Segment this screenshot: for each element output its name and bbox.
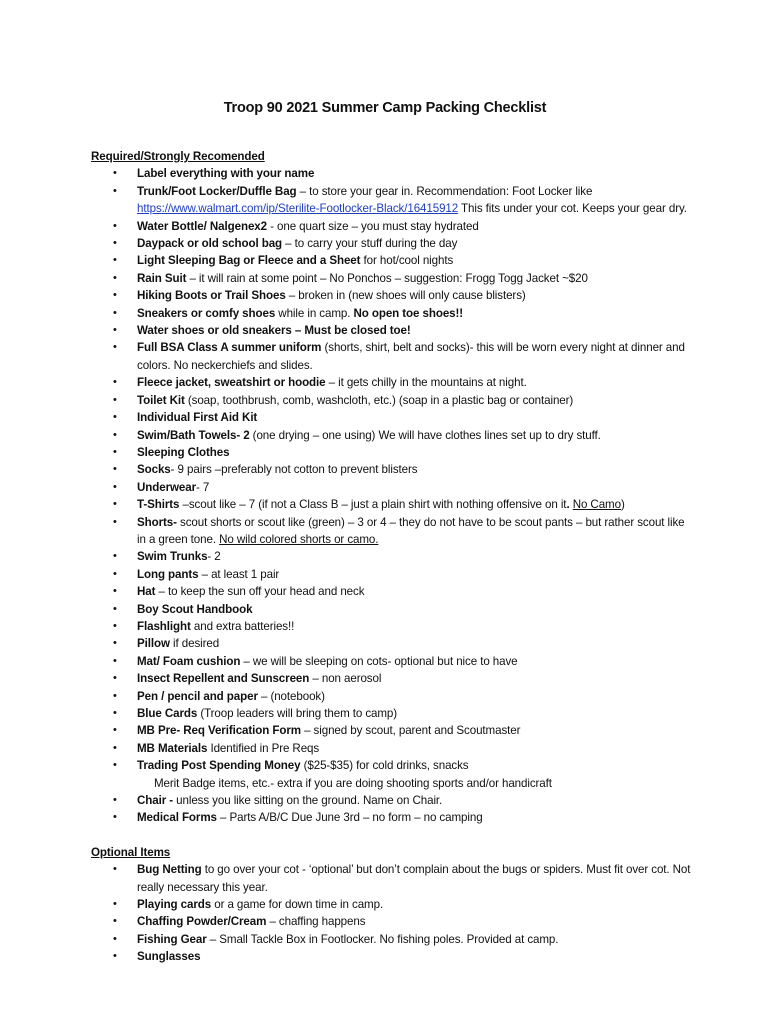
page-title: Troop 90 2021 Summer Camp Packing Checklist: [223, 100, 547, 116]
list-item: • Boy Scout Handbook: [137, 601, 691, 618]
list-item: • Sleeping Clothes: [137, 444, 691, 461]
list-item: • Mat/ Foam cushion – we will be sleeping on cots- optional but nice to have: [137, 653, 691, 670]
list-item: • T-Shirts –scout like – 7 (if not a Class B – just a plain shirt with nothing offensive on it. No Camo): [137, 496, 691, 513]
list-item: • Water Bottle/ Nalgenex2 - one quart size – you must stay hydrated: [137, 218, 691, 235]
section-spacer: [91, 827, 691, 844]
list-item: • Pen / pencil and paper – (notebook): [137, 688, 691, 705]
walmart-link[interactable]: https://www.walmart.com/ip/Sterilite-Footlocker-Black/16415912: [137, 202, 459, 216]
list-item: • Socks- 9 pairs –preferably not cotton to prevent blisters: [137, 461, 691, 478]
list-item: • Swim/Bath Towels- 2 (one drying – one using) We will have clothes lines set up to dry stuff.: [137, 427, 691, 444]
required-heading: Required/Strongly Recomended: [91, 150, 265, 163]
list-item: • Hat – to keep the sun off your head and neck: [137, 583, 691, 600]
list-item: • Chaffing Powder/Cream – chaffing happens: [137, 913, 691, 930]
list-item: • Rain Suit – it will rain at some point – No Ponchos – suggestion: Frogg Togg Jacket ~$20: [137, 270, 691, 287]
list-item: • Chair - unless you like sitting on the ground. Name on Chair.: [137, 792, 691, 809]
list-item: • Daypack or old school bag – to carry your stuff during the day: [137, 235, 691, 252]
list-item: • Playing cards or a game for down time in camp.: [137, 896, 691, 913]
list-item: • Insect Repellent and Sunscreen – non aerosol: [137, 670, 691, 687]
list-item: • Fleece jacket, sweatshirt or hoodie – it gets chilly in the mountains at night.: [137, 374, 691, 391]
required-list: [91, 165, 691, 826]
list-item: • Fishing Gear – Small Tackle Box in Footlocker. No fishing poles. Provided at camp.: [137, 931, 691, 948]
list-item: • Long pants – at least 1 pair: [137, 566, 691, 583]
optional-list: [91, 861, 691, 965]
list-item: • Medical Forms – Parts A/B/C Due June 3rd – no form – no camping: [137, 809, 691, 826]
list-item: • Blue Cards (Troop leaders will bring them to camp): [137, 705, 691, 722]
list-item: • Light Sleeping Bag or Fleece and a Sheet for hot/cool nights: [137, 252, 691, 269]
list-item: • Toilet Kit (soap, toothbrush, comb, washcloth, etc.) (soap in a plastic bag or container): [137, 392, 691, 409]
optional-heading: Optional Items: [91, 845, 171, 859]
list-item: • Shorts- scout shorts or scout like (green) – 3 or 4 – they do not have to be scout pants – but rather scout like in a green tone. No wild colored shorts or camo.: [137, 514, 691, 549]
list-item: • Pillow if desired: [137, 635, 691, 652]
list-item: • Water shoes or old sneakers – Must be closed toe!: [137, 322, 691, 339]
list-item: • Sunglasses: [137, 948, 691, 965]
list-item: • MB Pre- Req Verification Form – signed by scout, parent and Scoutmaster: [137, 722, 691, 739]
list-item: • MB Materials Identified in Pre Reqs: [137, 740, 691, 757]
list-item-continuation: Merit Badge items, etc.- extra if you are doing shooting sports and/or handicraft: [154, 776, 552, 790]
list-item: • Full BSA Class A summer uniform (shorts, shirt, belt and socks)- this will be worn every night at dinner and colors. No neckerchiefs and slides.: [137, 339, 691, 374]
list-item: • Trunk/Foot Locker/Duffle Bag – to store your gear in. Recommendation: Foot Locker like https://www.walmart.com/ip/Sterilite-Footlocker-Black/16415912 This fits under your cot. Keeps your gear dry.: [137, 183, 691, 218]
list-item: • Sneakers or comfy shoes while in camp. No open toe shoes!!: [137, 305, 691, 322]
checklist-body: [91, 148, 691, 966]
list-item: • Flashlight and extra batteries!!: [137, 618, 691, 635]
list-item: • Trading Post Spending Money ($25-$35) for cold drinks, snacks: [137, 757, 691, 774]
list-item: • Label everything with your name: [137, 165, 691, 182]
list-item: • Individual First Aid Kit: [137, 409, 691, 426]
list-item: • Bug Netting to go over your cot - ‘optional’ but don’t complain about the bugs or spiders. Must fit over cot. Not really necessary this year.: [137, 861, 691, 896]
list-item: • Underwear- 7: [137, 479, 691, 496]
list-item: • Swim Trunks- 2: [137, 548, 691, 565]
list-item: • Hiking Boots or Trail Shoes – broken in (new shoes will only cause blisters): [137, 287, 691, 304]
